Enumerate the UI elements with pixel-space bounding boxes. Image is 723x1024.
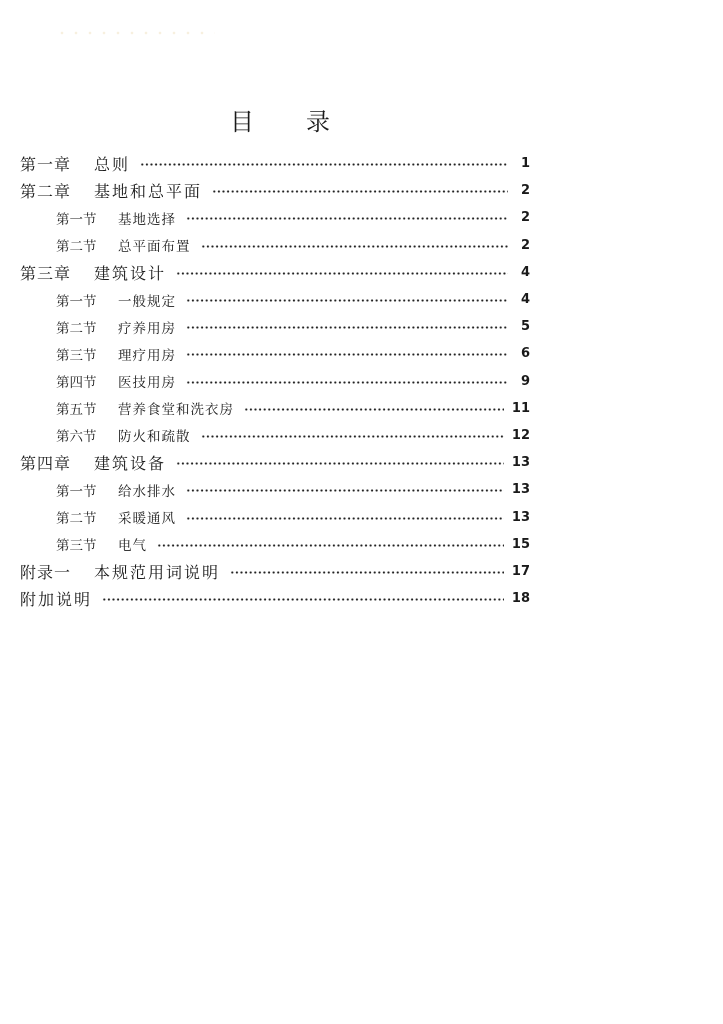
toc-entry-number: 第六节 bbox=[56, 429, 97, 446]
toc-entry-section[interactable] bbox=[20, 204, 530, 231]
dot-leader bbox=[186, 326, 508, 329]
toc-entry-title: 建筑设备 bbox=[94, 454, 167, 474]
toc-title-char-1: 目 bbox=[230, 108, 254, 136]
toc-entry-number: 第二章 bbox=[20, 182, 72, 202]
toc-entry-title: 基地选择 bbox=[118, 211, 176, 228]
toc-entry-title: 总平面布置 bbox=[118, 239, 191, 256]
table-of-contents bbox=[20, 150, 530, 612]
toc-entry-section[interactable] bbox=[20, 531, 530, 558]
toc-entry-section[interactable] bbox=[20, 232, 530, 259]
toc-entry-section[interactable] bbox=[20, 476, 530, 503]
toc-entry-page-number: 9 bbox=[520, 373, 530, 389]
toc-entry-title: 一般规定 bbox=[118, 293, 176, 310]
toc-entry-page-number: 18 bbox=[511, 591, 530, 607]
toc-entry-title: 理疗用房 bbox=[118, 347, 176, 364]
toc-entry-section[interactable] bbox=[20, 313, 530, 340]
toc-entry-title: 电气 bbox=[118, 538, 147, 555]
toc-entry-section[interactable] bbox=[20, 286, 530, 313]
toc-entry-chapter[interactable] bbox=[20, 449, 530, 476]
toc-entry-page-number: 2 bbox=[520, 237, 530, 253]
toc-entry-title: 本规范用词说明 bbox=[94, 562, 221, 582]
dot-leader bbox=[157, 544, 504, 547]
toc-entry-number: 第五节 bbox=[56, 402, 97, 419]
dot-leader bbox=[102, 598, 504, 601]
toc-entry-chapter[interactable] bbox=[20, 558, 530, 585]
toc-entry-number: 第一节 bbox=[56, 483, 97, 500]
toc-entry-title: 基地和总平面 bbox=[94, 182, 203, 202]
toc-entry-number: 第三节 bbox=[56, 347, 97, 364]
toc-entry-number: 第四章 bbox=[20, 454, 72, 474]
toc-entry-page-number: 12 bbox=[511, 427, 530, 443]
toc-entry-title: 总则 bbox=[94, 155, 131, 175]
toc-entry-title: 疗养用房 bbox=[118, 320, 176, 337]
dot-leader bbox=[176, 462, 504, 465]
dot-leader bbox=[244, 408, 504, 411]
toc-entry-chapter[interactable] bbox=[20, 150, 530, 177]
dot-leader bbox=[186, 489, 504, 492]
dot-leader bbox=[186, 381, 508, 384]
toc-entry-page-number: 4 bbox=[520, 264, 530, 280]
toc-entry-title: 附加说明 bbox=[20, 590, 93, 610]
toc-entry-number: 第一节 bbox=[56, 293, 97, 310]
dot-leader bbox=[201, 435, 504, 438]
toc-entry-chapter[interactable] bbox=[20, 585, 530, 612]
toc-entry-number: 第四节 bbox=[56, 375, 97, 392]
toc-title bbox=[0, 102, 560, 137]
toc-entry-section[interactable] bbox=[20, 368, 530, 395]
toc-entry-number: 第二节 bbox=[56, 239, 97, 256]
toc-entry-section[interactable] bbox=[20, 422, 530, 449]
toc-entry-page-number: 1 bbox=[520, 156, 530, 172]
toc-entry-number: 第一章 bbox=[20, 155, 72, 175]
toc-entry-title: 防火和疏散 bbox=[118, 429, 191, 446]
toc-entry-section[interactable] bbox=[20, 340, 530, 367]
toc-entry-page-number: 15 bbox=[511, 536, 530, 552]
toc-entry-page-number: 13 bbox=[511, 455, 530, 471]
toc-entry-title: 营养食堂和洗衣房 bbox=[118, 402, 234, 419]
toc-entry-page-number: 11 bbox=[511, 400, 530, 416]
dot-leader bbox=[186, 217, 508, 220]
toc-entry-number: 附录一 bbox=[20, 562, 72, 582]
toc-entry-title: 医技用房 bbox=[118, 375, 176, 392]
toc-entry-number: 第三章 bbox=[20, 263, 72, 283]
toc-entry-page-number: 6 bbox=[520, 346, 530, 362]
dot-leader bbox=[212, 190, 508, 193]
toc-entry-title: 采暖通风 bbox=[118, 511, 176, 528]
toc-entry-chapter[interactable] bbox=[20, 177, 530, 204]
toc-entry-page-number: 13 bbox=[511, 482, 530, 498]
toc-entry-page-number: 17 bbox=[511, 563, 530, 579]
toc-entry-page-number: 5 bbox=[520, 319, 530, 335]
toc-entry-page-number: 13 bbox=[511, 509, 530, 525]
toc-entry-title: 给水排水 bbox=[118, 483, 176, 500]
toc-entry-section[interactable] bbox=[20, 395, 530, 422]
dot-leader bbox=[186, 353, 508, 356]
toc-entry-number: 第二节 bbox=[56, 511, 97, 528]
dot-leader bbox=[201, 245, 509, 248]
dot-leader bbox=[176, 272, 508, 275]
scan-artifact bbox=[55, 30, 215, 36]
dot-leader bbox=[230, 571, 504, 574]
toc-entry-page-number: 4 bbox=[520, 292, 530, 308]
toc-entry-section[interactable] bbox=[20, 503, 530, 530]
toc-entry-number: 第三节 bbox=[56, 538, 97, 555]
toc-entry-number: 第一节 bbox=[56, 211, 97, 228]
toc-entry-chapter[interactable] bbox=[20, 259, 530, 286]
toc-title-char-2: 录 bbox=[306, 108, 330, 136]
toc-entry-page-number: 2 bbox=[520, 183, 530, 199]
toc-entry-title: 建筑设计 bbox=[94, 263, 167, 283]
dot-leader bbox=[186, 517, 504, 520]
toc-entry-number: 第二节 bbox=[56, 320, 97, 337]
dot-leader bbox=[186, 299, 508, 302]
toc-entry-page-number: 2 bbox=[520, 210, 530, 226]
dot-leader bbox=[140, 163, 508, 166]
